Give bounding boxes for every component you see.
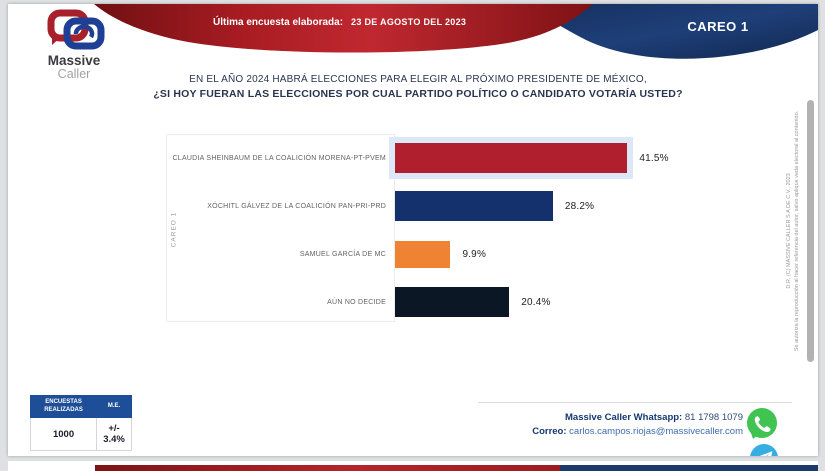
copyright-vertical-text: [786, 81, 802, 381]
footer-divider: [478, 402, 792, 403]
bar-value-label: 41.5%: [639, 152, 669, 164]
banner-ribbon-shape: [94, 4, 593, 53]
stats-header-me: M.E.: [97, 396, 132, 418]
telegram-icon: [748, 442, 780, 456]
poll-slide: [8, 4, 818, 456]
chart-group-label: CAREO 1: [170, 211, 178, 248]
bar-track: [395, 241, 758, 268]
last-survey-banner: [213, 17, 473, 28]
whatsapp-label: Massive Caller Whatsapp:: [565, 412, 683, 423]
bar-category-label: AÚN NO DECIDE: [327, 298, 386, 306]
bar-row: [166, 278, 758, 326]
banner-label: Última encuesta elaborada:: [213, 17, 344, 28]
question-line-2: ¿SI HOY FUERAN LAS ELECCIONES POR CUAL PARTIDO POLÍTICO O CANDIDATO VOTARÍA USTED?: [153, 88, 683, 100]
question-line-1: EN EL AÑO 2024 HABRÁ ELECCIONES PARA ELEGIR AL PRÓXIMO PRESIDENTE DE MÉXICO,: [189, 74, 647, 85]
whatsapp-icon: [744, 406, 780, 442]
whatsapp-number: 81 1798 1079: [684, 412, 743, 423]
bar-category-label: XÓCHITL GÁLVEZ DE LA COALICIÓN PAN-PRI-PRD: [207, 202, 386, 210]
poll-question: [68, 74, 768, 100]
next-slide-red-band: [95, 465, 560, 471]
whatsapp-line: [508, 411, 743, 425]
bar-track: [395, 287, 758, 317]
bar: [395, 287, 509, 317]
bar: [395, 143, 627, 173]
bar-row: [166, 182, 758, 230]
bar-row: [166, 134, 758, 182]
stats-value-me: +/- 3.4%: [97, 418, 132, 451]
email-line: [508, 425, 743, 439]
massive-caller-logo: [24, 8, 124, 81]
contact-icons: [744, 406, 818, 456]
bar-track: [395, 143, 758, 173]
banner-date: 23 DE AGOSTO DEL 2023: [351, 17, 467, 27]
bar-value-label: 20.4%: [521, 296, 551, 308]
stats-header-encuestas: ENCUESTAS REALIZADAS: [31, 396, 97, 418]
bar-chart: [158, 130, 758, 326]
bar-value-label: 9.9%: [462, 248, 487, 260]
next-slide-preview-banner: [8, 465, 818, 471]
bar: [395, 191, 553, 221]
next-slide-navy-band: [560, 465, 818, 471]
bar-value-label: 28.2%: [564, 200, 595, 212]
careo-badge: CAREO 1: [687, 19, 749, 34]
header-ribbon-graphic: [8, 4, 818, 70]
logo-text-massive: Massive: [47, 53, 101, 68]
bar-track: [395, 191, 758, 221]
copyright-line-1: D.R. (C) MASSIVE CALLER S.A DE C.V., 2023: [786, 173, 793, 289]
stats-value-encuestas: 1000: [31, 418, 97, 451]
bar-row: [166, 230, 758, 278]
logo-text-caller: Caller: [57, 66, 91, 81]
scrollbar-thumb[interactable]: [807, 100, 814, 362]
bar-category-label: SAMUEL GARCÍA DE MC: [299, 250, 386, 258]
bar: [395, 241, 450, 268]
bar-rows: [166, 134, 758, 326]
email-label: Correo:: [532, 425, 567, 437]
bar-category-label: CLAUDIA SHEINBAUM DE LA COALICIÓN MORENA-PT-PVEM: [172, 154, 386, 162]
sample-stats-table: [30, 395, 132, 451]
email-address: carlos.campos.riojas@massivecaller.com: [569, 425, 743, 437]
contact-block: [508, 411, 743, 439]
chat-bubbles-icon: [35, 8, 113, 56]
copyright-line-2: Se autoriza la reproducción al hacer referencia del autor, salvo aplique veda electoral al contenido.: [794, 110, 800, 352]
